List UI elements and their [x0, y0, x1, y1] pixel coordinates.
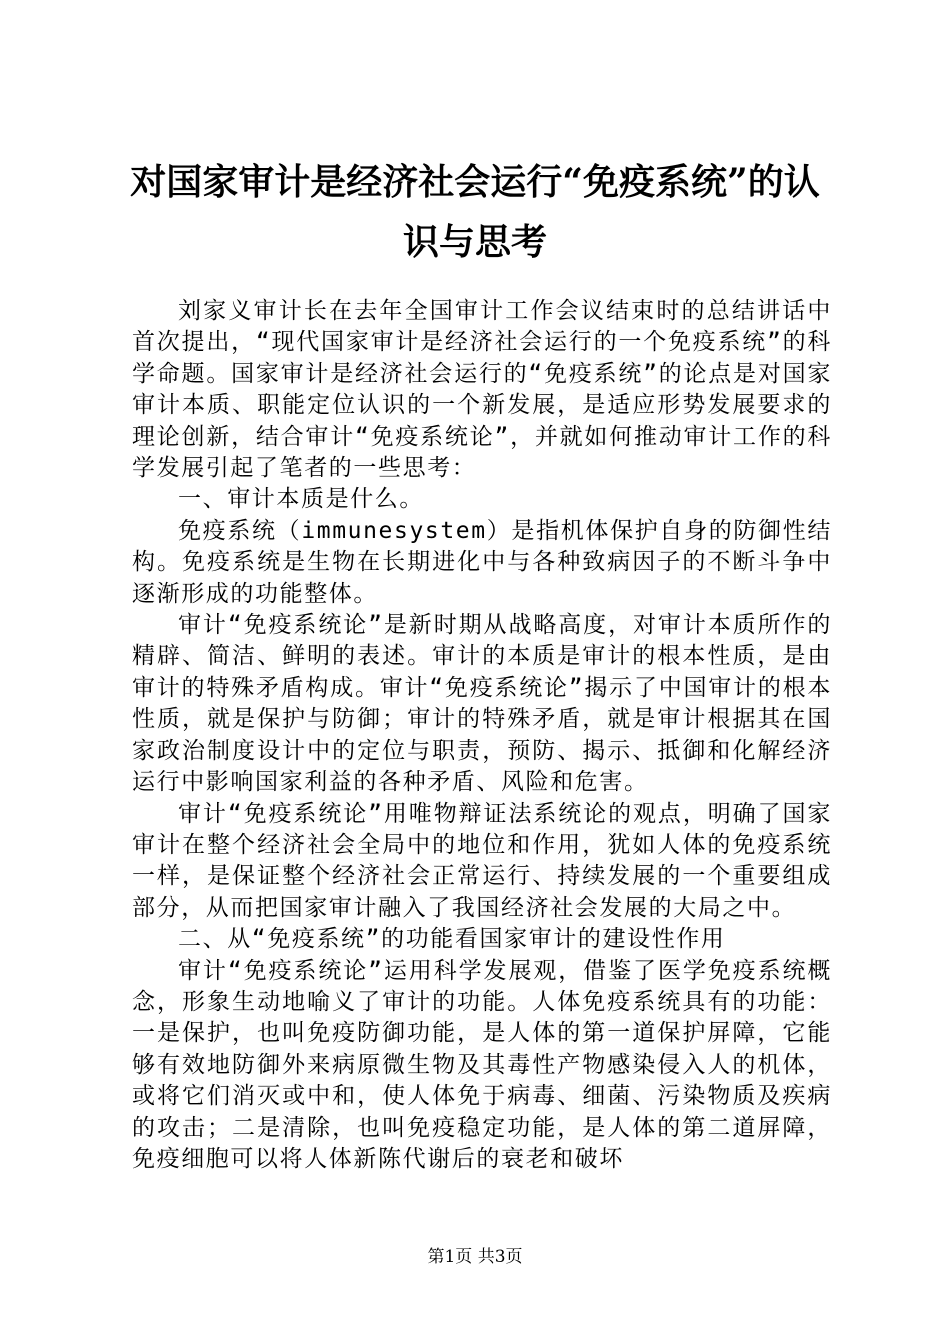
- paragraph-immune-definition: 免疫系统（immunesystem）是指机体保护自身的防御性结构。免疫系统是生物在长期进化中与各种致病因子的不断斗争中逐渐形成的功能整体。: [132, 517, 832, 607]
- paragraph-audit-role: 审计“免疫系统论”用唯物辩证法系统论的观点，明确了国家审计在整个经济社会全局中的地位和作用，犹如人体的免疫系统一样，是保证整个经济社会正常运行、持续发展的一个重要组成部分，从而把国家审计融入了我国经济社会发展的大局之中。: [132, 800, 832, 921]
- document-body: [132, 296, 832, 1175]
- document-title-line-2: 识与思考: [402, 221, 547, 263]
- paragraph-intro: 刘家义审计长在去年全国审计工作会议结束时的总结讲话中首次提出，“现代国家审计是经济社会运行的一个免疫系统”的科学命题。国家审计是经济社会运行的“免疫系统”的论点是对国家审计本质、职能定位认识的一个新发展，是适应形势发展要求的理论创新，结合审计“免疫系统论”，并就如何推动审计工作的科学发展引起了笔者的一些思考：: [132, 298, 832, 482]
- page-footer: 第1页 共3页: [427, 1247, 523, 1267]
- document-title-line-1: 对国家审计是经济社会运行“免疫系统”的认: [130, 161, 820, 203]
- section-heading-1: 一、审计本质是什么。: [178, 486, 424, 513]
- paragraph-audit-essence: 审计“免疫系统论”是新时期从战略高度，对审计本质所作的精辟、简洁、鲜明的表述。审计的本质是审计的根本性质，是由审计的特殊矛盾构成。审计“免疫系统论”揭示了中国审计的根本性质，就是保护与防御；审计的特殊矛盾，就是审计根据其在国家政治制度设计中的定位与职责，预防、揭示、抵御和化解经济运行中影响国家利益的各种矛盾、风险和危害。: [132, 612, 832, 796]
- section-heading-2: 二、从“免疫系统”的功能看国家审计的建设性作用: [178, 926, 726, 953]
- paragraph-immune-functions: 审计“免疫系统论”运用科学发展观，借鉴了医学免疫系统概念，形象生动地喻义了审计的功能。人体免疫系统具有的功能：一是保护，也叫免疫防御功能，是人体的第一道保护屏障，它能够有效地防御外来病原微生物及其毒性产物感染侵入人的机体，或将它们消灭或中和，使人体免于病毒、细菌、污染物质及疾病的攻击；二是清除，也叫免疫稳定功能，是人体的第二道屏障，免疫细胞可以将人体新陈代谢后的衰老和破坏: [132, 957, 832, 1172]
